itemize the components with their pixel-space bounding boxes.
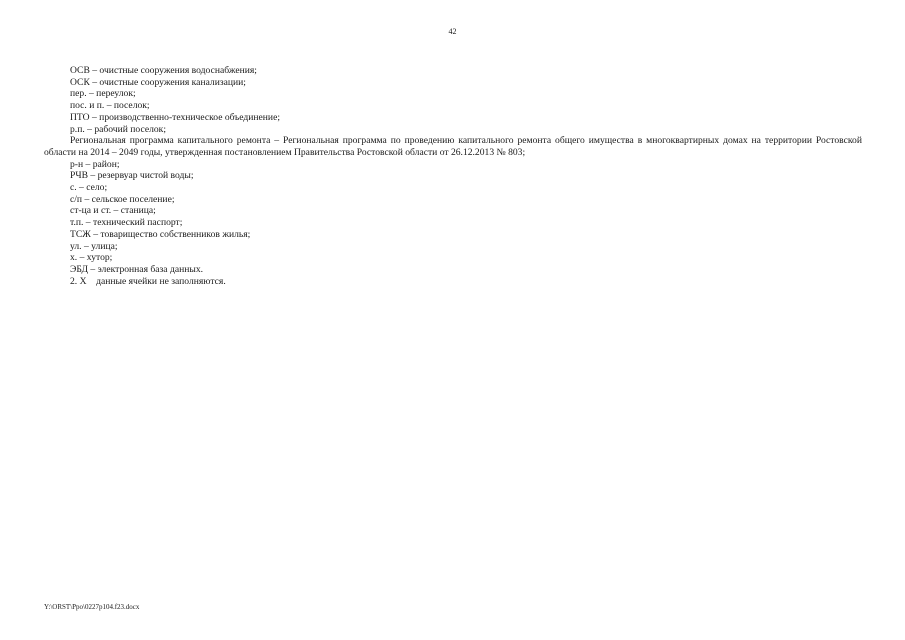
definition-line: пер. – переулок; bbox=[70, 88, 136, 100]
definition-line: х. – хутор; bbox=[70, 252, 113, 264]
definition-line: ОСК – очистные сооружения канализации; bbox=[70, 76, 246, 88]
definition-line: ОСВ – очистные сооружения водоснабжения; bbox=[70, 65, 257, 76]
definition-line: с. – село; bbox=[70, 182, 108, 194]
definition-line: т.п. – технический паспорт; bbox=[70, 217, 183, 229]
definition-paragraph: Региональная программа капитального ремонта – Региональная программа по проведению капитального ремонта общего имущества в многоквартирных домах на территории Ростовской области на 2014 – 2049 годы, утвержденная постановлением Правительства Ростовской области от 26.12.2013 № 803; bbox=[44, 135, 862, 158]
note-line: 2. Х данные ячейки не заполняются. bbox=[70, 275, 226, 287]
definition-line: ЭБД – электронная база данных. bbox=[70, 263, 204, 275]
document-body bbox=[44, 65, 862, 287]
footer-file-path: Y:\ORST\Ppo\0227p104.f23.docx bbox=[44, 603, 140, 611]
definition-line: ст-ца и ст. – станица; bbox=[70, 205, 156, 217]
definition-line: РЧВ – резервуар чистой воды; bbox=[70, 170, 194, 182]
definition-line: ул. – улица; bbox=[70, 240, 118, 252]
definition-line: ТСЖ – товарищество собственников жилья; bbox=[70, 228, 251, 240]
page-number: 42 bbox=[448, 27, 457, 36]
definition-line: р.п. – рабочий поселок; bbox=[70, 123, 167, 135]
definition-line: пос. и п. – поселок; bbox=[70, 100, 150, 112]
definition-line: ПТО – производственно-техническое объединение; bbox=[70, 111, 280, 123]
definition-line: с/п – сельское поселение; bbox=[70, 193, 175, 205]
definition-line: р-н – район; bbox=[70, 158, 120, 170]
